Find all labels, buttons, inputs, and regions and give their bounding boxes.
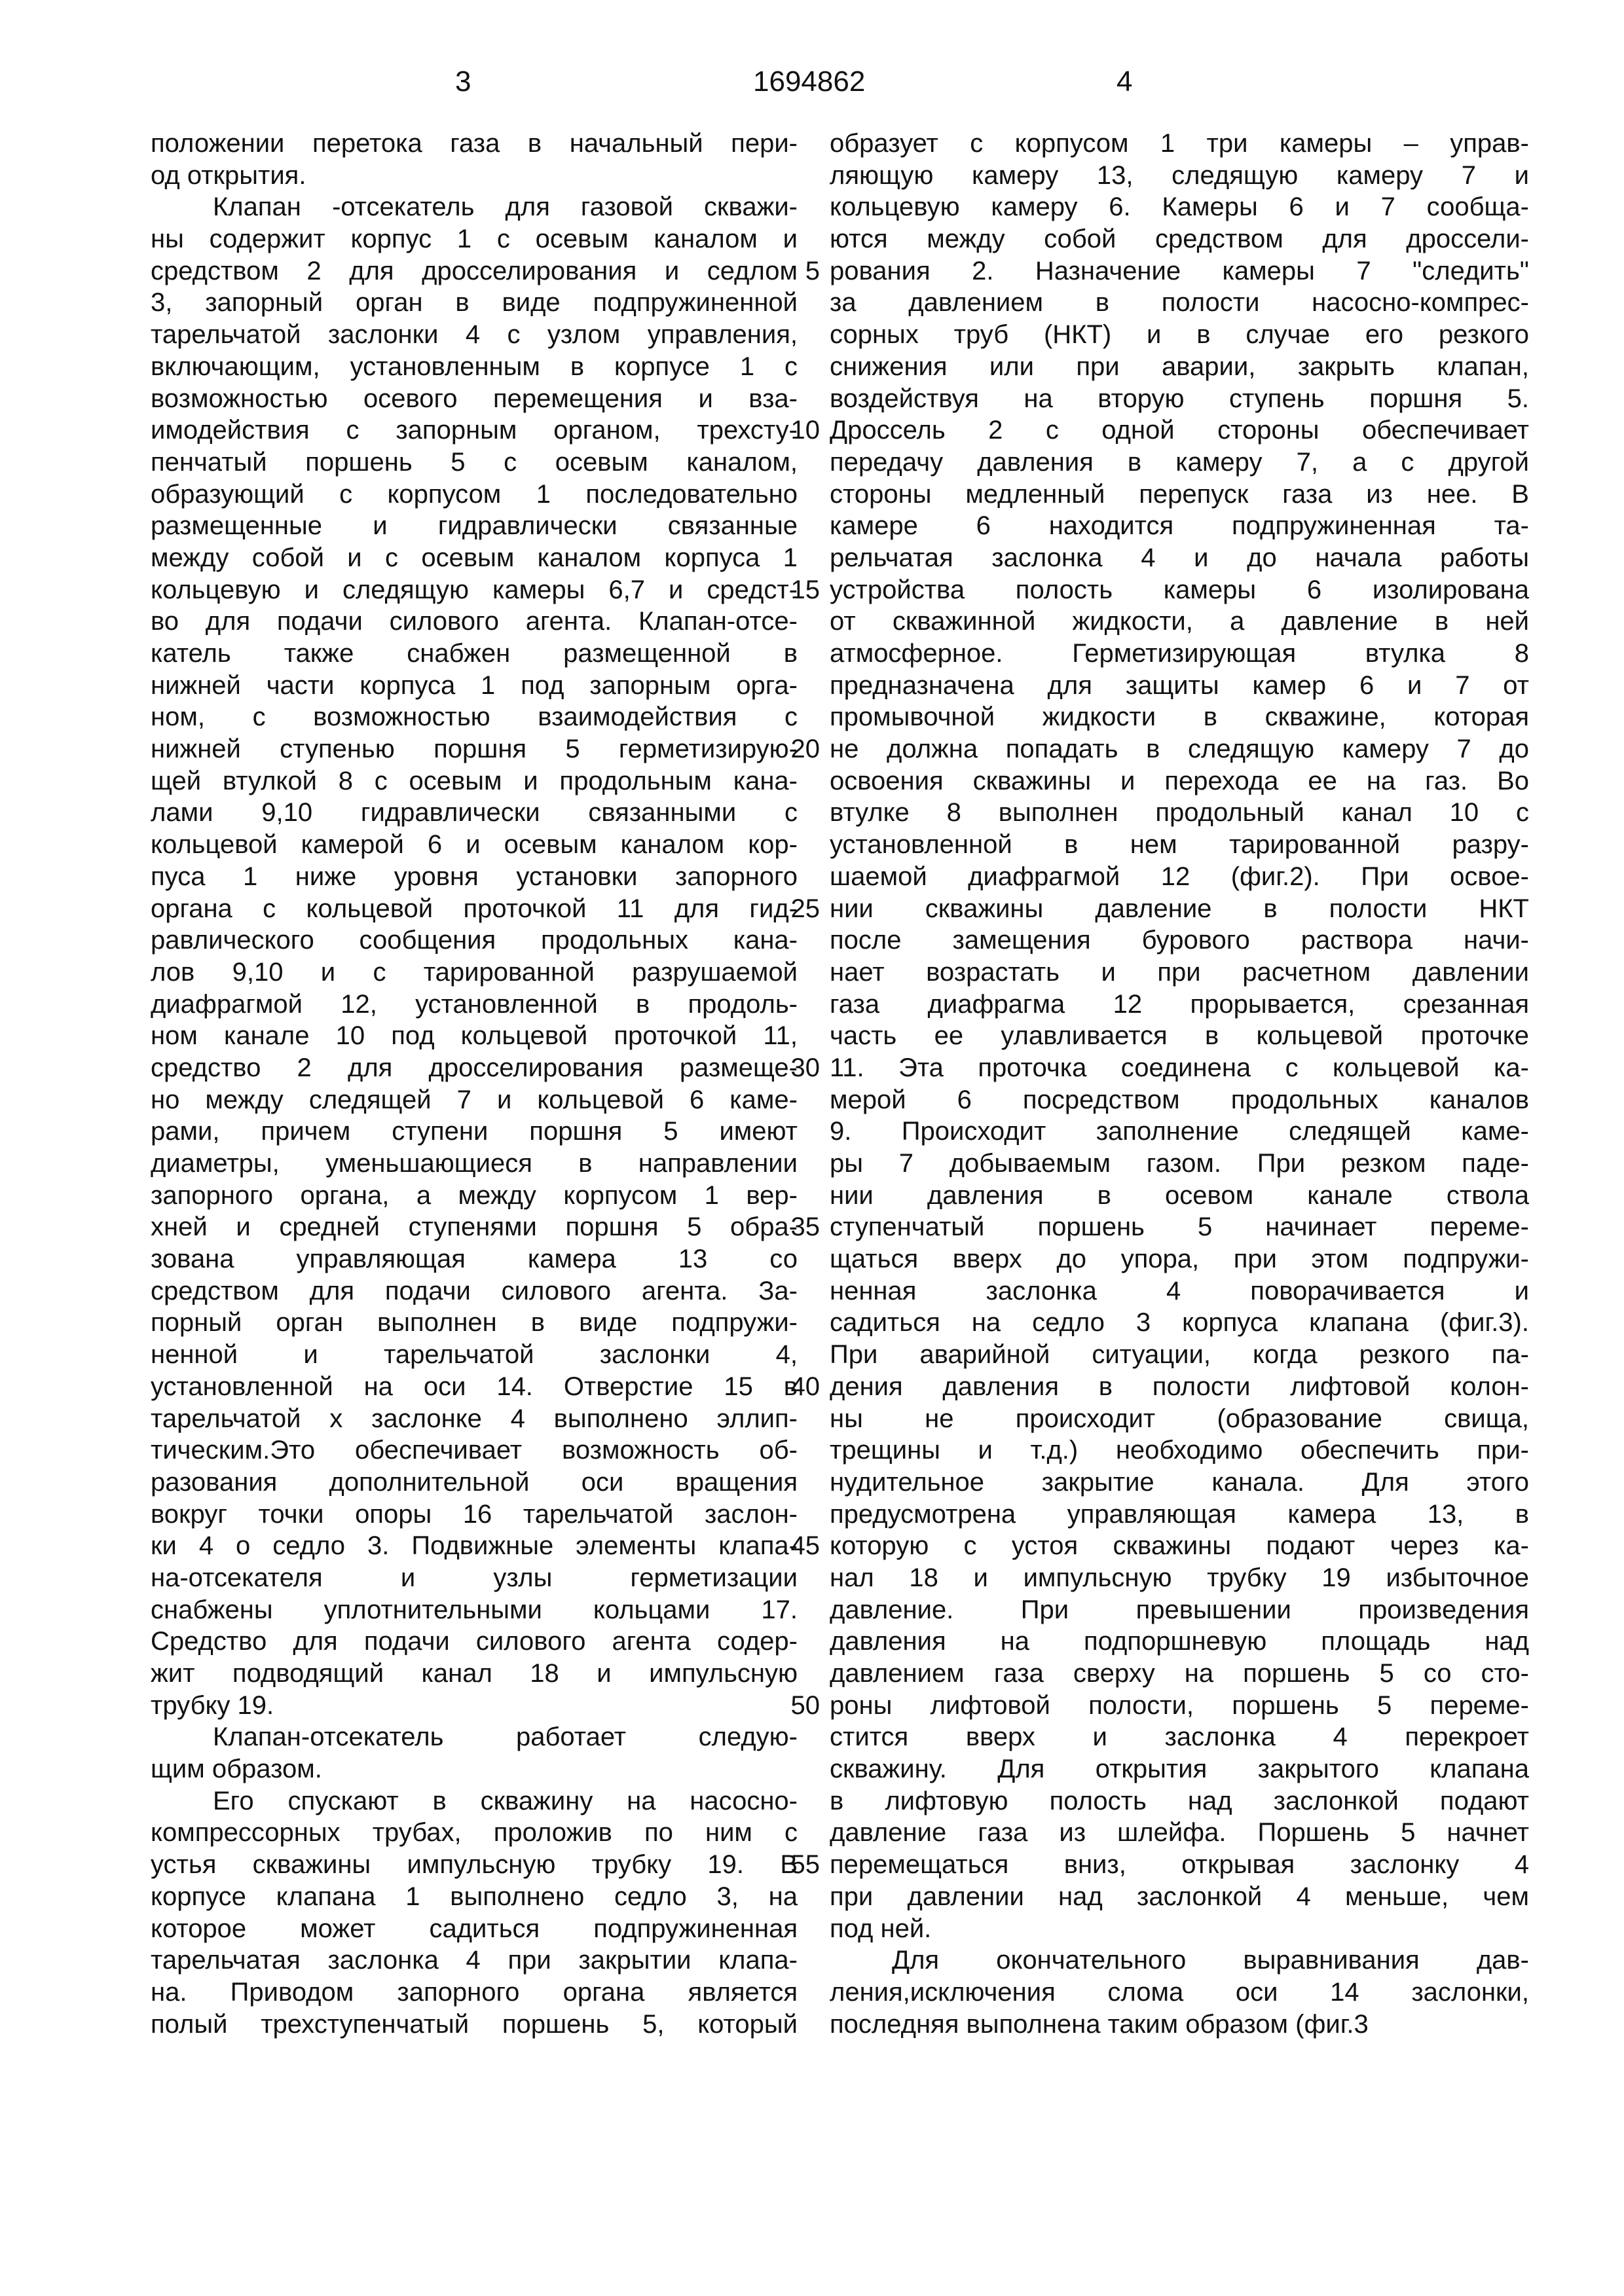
line-number: 35 xyxy=(779,1211,820,1243)
text-line: ненной и тарельчатой заслонки 4, xyxy=(151,1339,798,1371)
text-line: рельчатая заслонка 4 и до начала работы xyxy=(830,542,1529,574)
text-line: средством для подачи силового агента. За- xyxy=(151,1275,798,1307)
text-line: образующий с корпусом 1 последовательно xyxy=(151,479,798,511)
text-line: органа с кольцевой проточкой 11 для гид- xyxy=(151,893,798,925)
text-line: после замещения бурового раствора начи- xyxy=(830,924,1529,957)
text-line: тарельчатой заслонки 4 с узлом управления, xyxy=(151,319,798,351)
line-number-spacer xyxy=(779,1020,820,1052)
text-line: ления,исключения слома оси 14 заслонки, xyxy=(830,1977,1529,2009)
left-text-column xyxy=(151,128,798,2040)
text-line: ном канале 10 под кольцевой проточкой 11, xyxy=(151,1020,798,1052)
text-line: под ней. xyxy=(830,1913,1529,1945)
text-line: стороны медленный перепуск газа из нее. В xyxy=(830,479,1529,511)
text-line: на. Приводом запорного органа является xyxy=(151,1977,798,2009)
text-line: лов 9,10 и с тарированной разрушаемой xyxy=(151,957,798,989)
line-number-spacer xyxy=(779,319,820,351)
line-number: 25 xyxy=(779,893,820,925)
line-number-spacer xyxy=(779,1562,820,1594)
text-line: ются между собой средством для дроссели- xyxy=(830,223,1529,255)
text-line: ступенчатый поршень 5 начинает переме- xyxy=(830,1211,1529,1243)
text-line: Средство для подачи силового агента содер- xyxy=(151,1626,798,1658)
text-line: давление газа из шлейфа. Поршень 5 начнет xyxy=(830,1817,1529,1849)
text-line: зована управляющая камера 13 со xyxy=(151,1243,798,1275)
line-number-spacer xyxy=(779,1913,820,1945)
text-line: ненная заслонка 4 поворачивается и xyxy=(830,1275,1529,1307)
line-number-spacer xyxy=(779,1499,820,1531)
line-number-spacer xyxy=(779,1944,820,1977)
text-line: рования 2. Назначение камеры 7 "следить" xyxy=(830,255,1529,287)
text-line: рами, причем ступени поршня 5 имеют xyxy=(151,1116,798,1148)
line-number-spacer xyxy=(779,1881,820,1913)
text-line: снабжены уплотнительными кольцами 17. xyxy=(151,1594,798,1626)
line-number-spacer xyxy=(779,510,820,542)
line-number-spacer xyxy=(779,446,820,479)
text-line: шаемой диафрагмой 12 (фиг.2). При освое- xyxy=(830,861,1529,893)
text-line: во для подачи силового агента. Клапан-отсе- xyxy=(151,606,798,638)
text-line: положении перетока газа в начальный пери- xyxy=(151,128,798,160)
text-line: тарельчатой х заслонке 4 выполнено эллип- xyxy=(151,1403,798,1435)
text-line: за давлением в полости насосно-компрес- xyxy=(830,287,1529,319)
text-line: перемещаться вниз, открывая заслонку 4 xyxy=(830,1849,1529,1881)
text-line: ны не происходит (образование свища, xyxy=(830,1403,1529,1435)
text-line: при давлении над заслонкой 4 меньше, чем xyxy=(830,1881,1529,1913)
line-number-spacer xyxy=(779,1467,820,1499)
text-line: воздействуя на вторую ступень поршня 5. xyxy=(830,383,1529,415)
line-number: 15 xyxy=(779,574,820,606)
text-line: тическим.Это обеспечивает возможность об- xyxy=(151,1434,798,1467)
line-number-spacer xyxy=(779,829,820,861)
patent-number: 1694862 xyxy=(753,65,865,98)
text-line: корпусе клапана 1 выполнено седло 3, на xyxy=(151,1881,798,1913)
line-number: 20 xyxy=(779,733,820,765)
line-number-spacer xyxy=(779,1275,820,1307)
text-line: последняя выполнена таким образом (фиг.3 xyxy=(830,2009,1529,2041)
text-line: порный орган выполнен в виде подпружи- xyxy=(151,1307,798,1339)
line-number-spacer xyxy=(779,191,820,223)
text-line: нии скважины давление в полости НКТ xyxy=(830,893,1529,925)
text-line: стится вверх и заслонка 4 перекроет xyxy=(830,1721,1529,1753)
text-line: трубку 19. xyxy=(151,1690,798,1722)
line-number-spacer xyxy=(779,1658,820,1690)
text-line: сорных труб (НКТ) и в случае его резкого xyxy=(830,319,1529,351)
text-line: между собой и с осевым каналом корпуса 1 xyxy=(151,542,798,574)
text-line: дения давления в полости лифтовой колон- xyxy=(830,1371,1529,1403)
text-line: которое может садиться подпружиненная xyxy=(151,1913,798,1945)
line-number-spacer xyxy=(779,1148,820,1180)
text-line: устройства полость камеры 6 изолирована xyxy=(830,574,1529,606)
text-line: промывочной жидкости в скважине, которая xyxy=(830,701,1529,733)
text-line: пенчатый поршень 5 с осевым каналом, xyxy=(151,446,798,479)
page-number-right: 4 xyxy=(1116,65,1132,98)
text-line: щим образом. xyxy=(151,1753,798,1785)
text-line: диаметры, уменьшающиеся в направлении xyxy=(151,1148,798,1180)
line-number-spacer xyxy=(779,1721,820,1753)
right-text-column xyxy=(830,128,1529,2040)
text-line: тарельчатая заслонка 4 при закрытии клапа- xyxy=(151,1944,798,1977)
line-number-spacer xyxy=(779,1084,820,1116)
text-line: освоения скважины и перехода ее на газ. Во xyxy=(830,765,1529,797)
line-number: 45 xyxy=(779,1530,820,1562)
line-number-spacer xyxy=(779,638,820,670)
text-line: средством 2 для дросселирования и седлом xyxy=(151,255,798,287)
text-line: скважину. Для открытия закрытого клапана xyxy=(830,1753,1529,1785)
text-line: щаться вверх до упора, при этом подпружи- xyxy=(830,1243,1529,1275)
line-number-spacer xyxy=(779,223,820,255)
text-line: ки 4 о седло 3. Подвижные элементы клапа- xyxy=(151,1530,798,1562)
text-line: од открытия. xyxy=(151,160,798,192)
text-line: включающим, установленным в корпусе 1 с xyxy=(151,351,798,383)
text-line: часть ее улавливается в кольцевой проточке xyxy=(830,1020,1529,1052)
text-line: средство 2 для дросселирования размеще- xyxy=(151,1052,798,1084)
line-number: 50 xyxy=(779,1690,820,1722)
text-line: не должна попадать в следящую камеру 7 до xyxy=(830,733,1529,765)
text-line: втулке 8 выполнен продольный канал 10 с xyxy=(830,797,1529,829)
line-number: 10 xyxy=(779,414,820,446)
text-line: ляющую камеру 13, следящую камеру 7 и xyxy=(830,160,1529,192)
line-number-spacer xyxy=(779,351,820,383)
text-line: роны лифтовой полости, поршень 5 переме- xyxy=(830,1690,1529,1722)
text-line: равлического сообщения продольных кана- xyxy=(151,924,798,957)
line-number-spacer xyxy=(779,1434,820,1467)
line-number-gutter xyxy=(779,128,820,2040)
line-number-spacer xyxy=(779,606,820,638)
line-number-spacer xyxy=(779,160,820,192)
text-line: ном, с возможностью взаимодействия с xyxy=(151,701,798,733)
text-line: щей втулкой 8 с осевым и продольным кана- xyxy=(151,765,798,797)
text-line: камере 6 находится подпружиненная та- xyxy=(830,510,1529,542)
text-line: запорного органа, а между корпусом 1 вер- xyxy=(151,1180,798,1212)
text-line: давления на подпоршневую площадь над xyxy=(830,1626,1529,1658)
text-line: имодействия с запорным органом, трехсту- xyxy=(151,414,798,446)
text-line: снижения или при аварии, закрыть клапан, xyxy=(830,351,1529,383)
text-line: передачу давления в камеру 7, а с другой xyxy=(830,446,1529,479)
text-line: давление. При превышении произведения xyxy=(830,1594,1529,1626)
text-line: установленной на оси 14. Отверстие 15 в xyxy=(151,1371,798,1403)
line-number-spacer xyxy=(779,1307,820,1339)
text-line: Для окончательного выравнивания дав- xyxy=(830,1944,1529,1977)
line-number-spacer xyxy=(779,1339,820,1371)
text-line: кольцевую и следящую камеры 6,7 и средст- xyxy=(151,574,798,606)
text-line: ны содержит корпус 1 с осевым каналом и xyxy=(151,223,798,255)
text-line: полый трехступенчатый поршень 5, который xyxy=(151,2009,798,2041)
text-line: 11. Эта проточка соединена с кольцевой ка- xyxy=(830,1052,1529,1084)
text-line: давлением газа сверху на поршень 5 со сто- xyxy=(830,1658,1529,1690)
text-line: жит подводящий канал 18 и импульсную xyxy=(151,1658,798,1690)
line-number-spacer xyxy=(779,1817,820,1849)
text-line: в лифтовую полость над заслонкой подают xyxy=(830,1785,1529,1817)
text-line: 3, запорный орган в виде подпружиненной xyxy=(151,287,798,319)
line-number-spacer xyxy=(779,479,820,511)
line-number-spacer xyxy=(779,1626,820,1658)
line-number-spacer xyxy=(779,383,820,415)
text-line: хней и средней ступенями поршня 5 обра- xyxy=(151,1211,798,1243)
text-line: трещины и т.д.) необходимо обеспечить при- xyxy=(830,1434,1529,1467)
text-line: от скважинной жидкости, а давление в ней xyxy=(830,606,1529,638)
text-line: нал 18 и импульсную трубку 19 избыточное xyxy=(830,1562,1529,1594)
text-line: мерой 6 посредством продольных каналов xyxy=(830,1084,1529,1116)
text-line: кольцевую камеру 6. Камеры 6 и 7 сообща- xyxy=(830,191,1529,223)
text-line: газа диафрагма 12 прорывается, срезанная xyxy=(830,989,1529,1021)
line-number-spacer xyxy=(779,1785,820,1817)
line-number-spacer xyxy=(779,1753,820,1785)
line-number-spacer xyxy=(779,861,820,893)
line-number-spacer xyxy=(779,128,820,160)
text-line: Дроссель 2 с одной стороны обеспечивает xyxy=(830,414,1529,446)
text-line: образует с корпусом 1 три камеры – управ- xyxy=(830,128,1529,160)
text-line: но между следящей 7 и кольцевой 6 каме- xyxy=(151,1084,798,1116)
line-number-spacer xyxy=(779,2009,820,2041)
text-line: нает возрастать и при расчетном давлении xyxy=(830,957,1529,989)
text-line: кольцевой камерой 6 и осевым каналом кор- xyxy=(151,829,798,861)
text-line: разования дополнительной оси вращения xyxy=(151,1467,798,1499)
text-line: размещенные и гидравлически связанные xyxy=(151,510,798,542)
text-line: вокруг точки опоры 16 тарельчатой заслон- xyxy=(151,1499,798,1531)
line-number-spacer xyxy=(779,1243,820,1275)
text-line: которую с устоя скважины подают через ка- xyxy=(830,1530,1529,1562)
text-line: предусмотрена управляющая камера 13, в xyxy=(830,1499,1529,1531)
line-number-spacer xyxy=(779,765,820,797)
line-number-spacer xyxy=(779,701,820,733)
line-number: 40 xyxy=(779,1371,820,1403)
line-number-spacer xyxy=(779,1977,820,2009)
text-line: При аварийной ситуации, когда резкого па- xyxy=(830,1339,1529,1371)
line-number-spacer xyxy=(779,542,820,574)
line-number-spacer xyxy=(779,797,820,829)
text-line: на-отсекателя и узлы герметизации xyxy=(151,1562,798,1594)
text-line: атмосферное. Герметизирующая втулка 8 xyxy=(830,638,1529,670)
line-number-spacer xyxy=(779,957,820,989)
line-number-spacer xyxy=(779,287,820,319)
page-number-left: 3 xyxy=(455,65,471,98)
text-line: нии давления в осевом канале ствола xyxy=(830,1180,1529,1212)
text-line: пуса 1 ниже уровня установки запорного xyxy=(151,861,798,893)
line-number-spacer xyxy=(779,670,820,702)
line-number-spacer xyxy=(779,1594,820,1626)
text-line: устья скважины импульсную трубку 19. В xyxy=(151,1849,798,1881)
text-line: лами 9,10 гидравлически связанными с xyxy=(151,797,798,829)
text-line: 9. Происходит заполнение следящей каме- xyxy=(830,1116,1529,1148)
line-number-spacer xyxy=(779,924,820,957)
text-line: предназначена для защиты камер 6 и 7 от xyxy=(830,670,1529,702)
text-line: Его спускают в скважину на насосно- xyxy=(151,1785,798,1817)
text-line: садиться на седло 3 корпуса клапана (фиг.3). xyxy=(830,1307,1529,1339)
line-number: 5 xyxy=(779,255,820,287)
line-number: 30 xyxy=(779,1052,820,1084)
text-line: нудительное закрытие канала. Для этого xyxy=(830,1467,1529,1499)
line-number: 55 xyxy=(779,1849,820,1881)
text-line: возможностью осевого перемещения и вза- xyxy=(151,383,798,415)
line-number-spacer xyxy=(779,1403,820,1435)
text-line: катель также снабжен размещенной в xyxy=(151,638,798,670)
text-line: компрессорных трубах, проложив по ним с xyxy=(151,1817,798,1849)
line-number-spacer xyxy=(779,1180,820,1212)
line-number-spacer xyxy=(779,989,820,1021)
text-line: ры 7 добываемым газом. При резком паде- xyxy=(830,1148,1529,1180)
text-line: Клапан-отсекатель работает следую- xyxy=(151,1721,798,1753)
text-line: нижней части корпуса 1 под запорным орга- xyxy=(151,670,798,702)
text-line: нижней ступенью поршня 5 герметизирую- xyxy=(151,733,798,765)
text-line: диафрагмой 12, установленной в продоль- xyxy=(151,989,798,1021)
text-line: Клапан -отсекатель для газовой скважи- xyxy=(151,191,798,223)
line-number-spacer xyxy=(779,1116,820,1148)
text-line: установленной в нем тарированной разру- xyxy=(830,829,1529,861)
